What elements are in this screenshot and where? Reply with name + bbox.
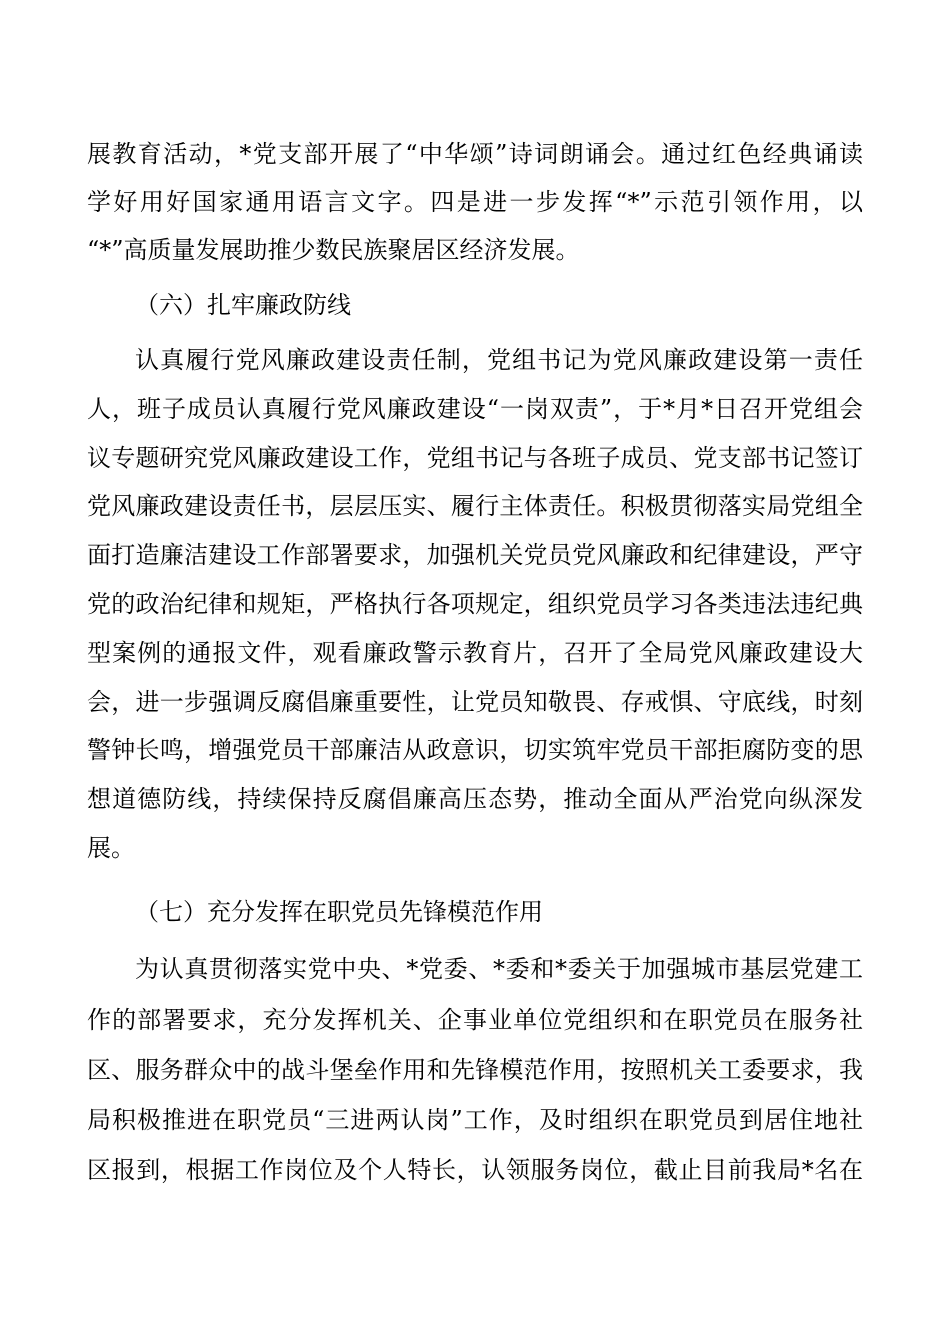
text-line: 党的政治纪律和规矩，严格执行各项规定，组织党员学习各类违法违纪典 [87,590,863,618]
text-line: 会，进一步强调反腐倡廉重要性，让党员知敬畏、存戒惧、守底线，时刻 [87,688,863,716]
text-line: 学好用好国家通用语言文字。四是进一步发挥“*”示范引领作用，以 [87,188,863,216]
text-line: 党风廉政建设责任书，层层压实、履行主体责任。积极贯彻落实局党组全 [87,492,863,520]
text-line: 局积极推进在职党员“三进两认岗”工作，及时组织在职党员到居住地社 [87,1106,863,1134]
text-line: 型案例的通报文件，观看廉政警示教育片，召开了全局党风廉政建设大 [87,639,863,667]
text-line: 认真履行党风廉政建设责任制，党组书记为党风廉政建设第一责任 [135,346,863,374]
text-line: 警钟长鸣，增强党员干部廉洁从政意识，切实筑牢党员干部拒腐防变的思 [87,736,863,764]
text-line: “*”高质量发展助推少数民族聚居区经济发展。 [87,236,580,264]
text-line: 展教育活动，*党支部开展了“中华颂”诗词朗诵会。通过红色经典诵读 [87,140,863,168]
text-line: 展。 [87,834,135,862]
text-line: 议专题研究党风廉政建设工作，党组书记与各班子成员、党支部书记签订 [87,444,863,472]
text-line: 面打造廉洁建设工作部署要求，加强机关党员党风廉政和纪律建设，严守 [87,541,863,569]
text-line: 作的部署要求，充分发挥机关、企事业单位党组织和在职党员在服务社 [87,1006,863,1034]
text-line: 人，班子成员认真履行党风廉政建设“一岗双责”，于*月*日召开党组会 [87,395,863,423]
text-line: 区、服务群众中的战斗堡垒作用和先锋模范作用，按照机关工委要求，我 [87,1056,863,1084]
section-heading-7: （七）充分发挥在职党员先锋模范作用 [135,898,543,926]
text-line: 区报到，根据工作岗位及个人特长，认领服务岗位，截止目前我局*名在 [87,1156,863,1184]
section-heading-6: （六）扎牢廉政防线 [135,291,351,319]
text-line: 想道德防线，持续保持反腐倡廉高压态势，推动全面从严治党向纵深发 [87,785,863,813]
text-line: 为认真贯彻落实党中央、*党委、*委和*委关于加强城市基层党建工 [135,955,863,983]
